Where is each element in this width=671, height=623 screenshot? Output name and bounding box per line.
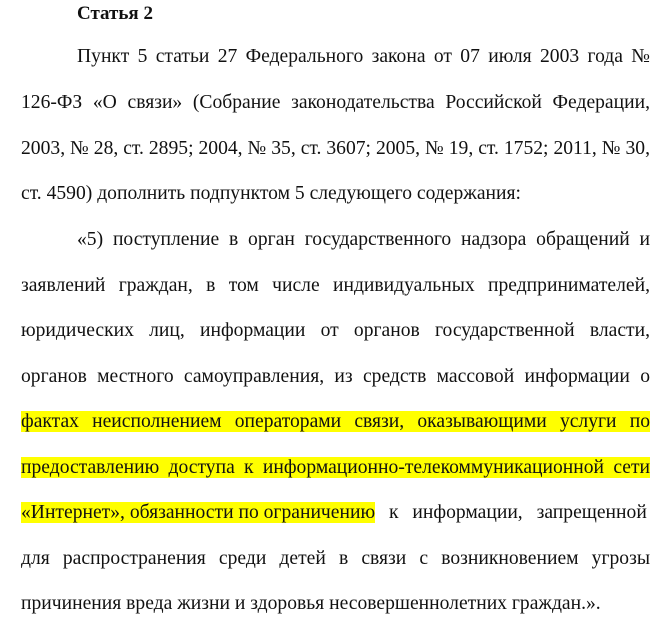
paragraph-line: 126-ФЗ «О связи» (Собрание законодательства Российской Федерации,	[21, 92, 650, 113]
quoted-paragraph-line: органов местного самоуправления, из средств массовой информации о	[21, 366, 650, 387]
quoted-paragraph-line: юридических лиц, информации от органов государственной власти,	[21, 320, 650, 341]
paragraph-line: ст. 4590) дополнить подпунктом 5 следующего содержания:	[21, 183, 521, 204]
highlighted-line	[21, 409, 650, 435]
quoted-paragraph-line: причинения вреда жизни и здоровья несовершеннолетних граждан.».	[21, 593, 601, 614]
plain-text: к информации, запрещенной	[375, 502, 647, 523]
partially-highlighted-line	[21, 500, 650, 526]
paragraph-line: Пункт 5 статьи 27 Федерального закона от 07 июля 2003 года №	[77, 46, 650, 67]
quoted-paragraph-line: для распространения среди детей в связи с возникновением угрозы	[21, 548, 650, 569]
paragraph-line: 2003, № 28, ст. 2895; 2004, № 35, ст. 3607; 2005, № 19, ст. 1752; 2011, № 30,	[21, 138, 650, 159]
quoted-paragraph-line: «5) поступление в орган государственного надзора обращений и	[77, 229, 650, 250]
highlighted-text: фактах неисполнением операторами связи, оказывающими услуги по	[21, 411, 650, 432]
highlighted-text: «Интернет», обязанности по ограничению	[21, 502, 376, 523]
article-heading: Статья 2	[77, 3, 153, 24]
highlighted-text: предоставлению доступа к информационно-телекоммуникационной сети	[21, 457, 650, 478]
quoted-paragraph-line: заявлений граждан, в том числе индивидуальных предпринимателей,	[21, 275, 650, 296]
highlighted-line	[21, 455, 650, 481]
